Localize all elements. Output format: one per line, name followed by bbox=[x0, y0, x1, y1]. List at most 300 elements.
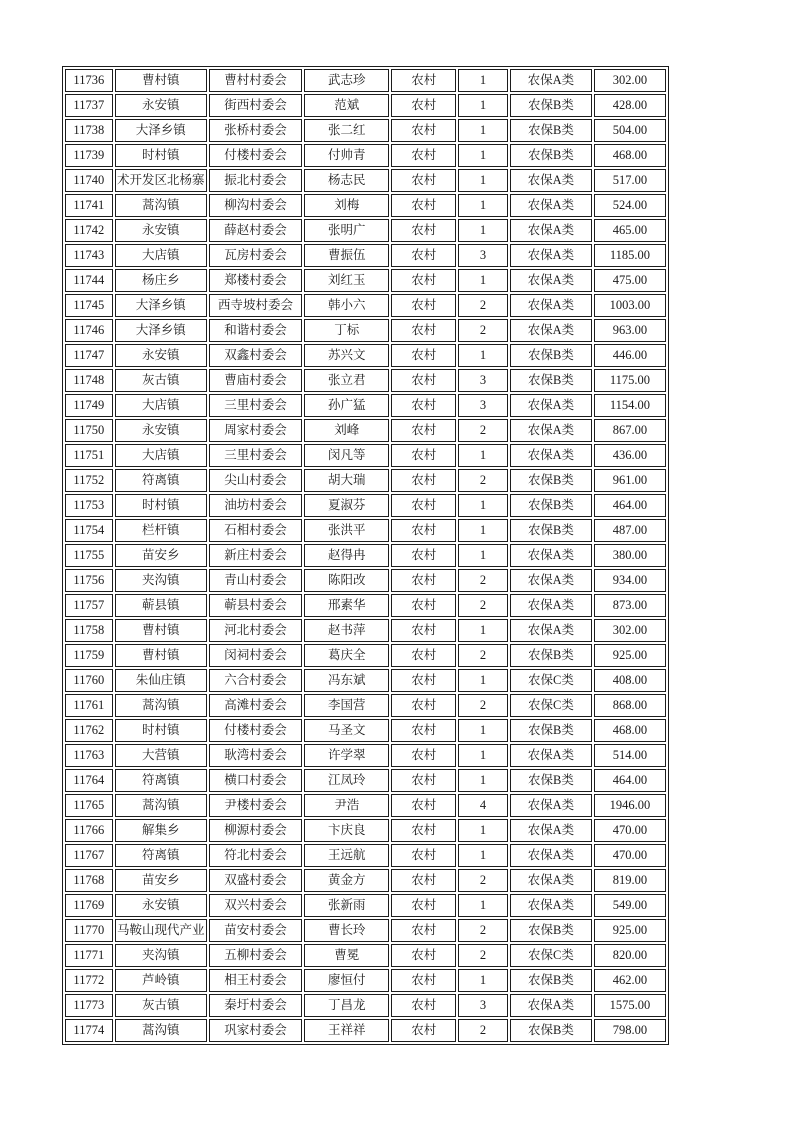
record-id-cell: 11744 bbox=[65, 269, 113, 292]
table-row bbox=[65, 69, 666, 92]
amount-cell: 798.00 bbox=[594, 1019, 666, 1042]
insurance-category-cell: 农保C类 bbox=[510, 669, 592, 692]
person-count-cell: 2 bbox=[458, 569, 508, 592]
amount-cell: 408.00 bbox=[594, 669, 666, 692]
table-row bbox=[65, 419, 666, 442]
village-committee-cell: 曹庙村委会 bbox=[209, 369, 302, 392]
insurance-category-cell: 农保A类 bbox=[510, 244, 592, 267]
insurance-category-cell: 农保A类 bbox=[510, 569, 592, 592]
village-committee-cell: 三里村委会 bbox=[209, 444, 302, 467]
insurance-category-cell: 农保C类 bbox=[510, 944, 592, 967]
residence-type-cell: 农村 bbox=[391, 994, 456, 1017]
village-committee-cell: 双兴村委会 bbox=[209, 894, 302, 917]
insurance-category-cell: 农保A类 bbox=[510, 219, 592, 242]
insurance-category-cell: 农保B类 bbox=[510, 469, 592, 492]
table-row bbox=[65, 544, 666, 567]
table-row bbox=[65, 894, 666, 917]
table-row bbox=[65, 344, 666, 367]
record-id-cell: 11757 bbox=[65, 594, 113, 617]
town-cell: 永安镇 bbox=[115, 419, 207, 442]
table-row bbox=[65, 619, 666, 642]
amount-cell: 524.00 bbox=[594, 194, 666, 217]
record-id-cell: 11758 bbox=[65, 619, 113, 642]
person-name-cell: 马圣文 bbox=[304, 719, 389, 742]
insurance-category-cell: 农保B类 bbox=[510, 94, 592, 117]
residence-type-cell: 农村 bbox=[391, 944, 456, 967]
residence-type-cell: 农村 bbox=[391, 219, 456, 242]
person-name-cell: 王祥祥 bbox=[304, 1019, 389, 1042]
person-count-cell: 2 bbox=[458, 944, 508, 967]
town-cell: 马鞍山现代产业 bbox=[115, 919, 207, 942]
person-name-cell: 张二红 bbox=[304, 119, 389, 142]
amount-cell: 380.00 bbox=[594, 544, 666, 567]
town-cell: 蒿沟镇 bbox=[115, 794, 207, 817]
amount-cell: 470.00 bbox=[594, 844, 666, 867]
town-cell: 大店镇 bbox=[115, 444, 207, 467]
person-name-cell: 王远航 bbox=[304, 844, 389, 867]
residence-type-cell: 农村 bbox=[391, 444, 456, 467]
table-row bbox=[65, 794, 666, 817]
residence-type-cell: 农村 bbox=[391, 369, 456, 392]
record-id-cell: 11765 bbox=[65, 794, 113, 817]
village-committee-cell: 瓦房村委会 bbox=[209, 244, 302, 267]
insurance-category-cell: 农保B类 bbox=[510, 769, 592, 792]
person-count-cell: 1 bbox=[458, 269, 508, 292]
insurance-category-cell: 农保A类 bbox=[510, 194, 592, 217]
person-name-cell: 曹长玲 bbox=[304, 919, 389, 942]
record-id-cell: 11768 bbox=[65, 869, 113, 892]
town-cell: 蕲县镇 bbox=[115, 594, 207, 617]
village-committee-cell: 秦圩村委会 bbox=[209, 994, 302, 1017]
residence-type-cell: 农村 bbox=[391, 69, 456, 92]
residence-type-cell: 农村 bbox=[391, 344, 456, 367]
insurance-category-cell: 农保A类 bbox=[510, 594, 592, 617]
record-id-cell: 11756 bbox=[65, 569, 113, 592]
amount-cell: 1003.00 bbox=[594, 294, 666, 317]
town-cell: 符离镇 bbox=[115, 844, 207, 867]
person-count-cell: 1 bbox=[458, 144, 508, 167]
insurance-category-cell: 农保A类 bbox=[510, 319, 592, 342]
table-row bbox=[65, 819, 666, 842]
residence-type-cell: 农村 bbox=[391, 969, 456, 992]
amount-cell: 468.00 bbox=[594, 719, 666, 742]
village-committee-cell: 振北村委会 bbox=[209, 169, 302, 192]
person-name-cell: 丁标 bbox=[304, 319, 389, 342]
table-row bbox=[65, 594, 666, 617]
table-row bbox=[65, 369, 666, 392]
village-committee-cell: 河北村委会 bbox=[209, 619, 302, 642]
person-name-cell: 黄金方 bbox=[304, 869, 389, 892]
village-committee-cell: 闵祠村委会 bbox=[209, 644, 302, 667]
residence-type-cell: 农村 bbox=[391, 269, 456, 292]
insurance-category-cell: 农保A类 bbox=[510, 619, 592, 642]
village-committee-cell: 薛赵村委会 bbox=[209, 219, 302, 242]
village-committee-cell: 街西村委会 bbox=[209, 94, 302, 117]
person-name-cell: 刘红玉 bbox=[304, 269, 389, 292]
record-id-cell: 11774 bbox=[65, 1019, 113, 1042]
village-committee-cell: 六合村委会 bbox=[209, 669, 302, 692]
residence-type-cell: 农村 bbox=[391, 919, 456, 942]
person-count-cell: 2 bbox=[458, 594, 508, 617]
person-count-cell: 2 bbox=[458, 469, 508, 492]
village-committee-cell: 周家村委会 bbox=[209, 419, 302, 442]
town-cell: 大营镇 bbox=[115, 744, 207, 767]
table-row bbox=[65, 944, 666, 967]
person-count-cell: 2 bbox=[458, 869, 508, 892]
town-cell: 永安镇 bbox=[115, 894, 207, 917]
table-row bbox=[65, 394, 666, 417]
village-committee-cell: 巩家村委会 bbox=[209, 1019, 302, 1042]
insurance-category-cell: 农保A类 bbox=[510, 269, 592, 292]
person-count-cell: 1 bbox=[458, 94, 508, 117]
insurance-category-cell: 农保A类 bbox=[510, 869, 592, 892]
amount-cell: 1175.00 bbox=[594, 369, 666, 392]
amount-cell: 475.00 bbox=[594, 269, 666, 292]
residence-type-cell: 农村 bbox=[391, 394, 456, 417]
village-committee-cell: 新庄村委会 bbox=[209, 544, 302, 567]
village-committee-cell: 和谐村委会 bbox=[209, 319, 302, 342]
person-count-cell: 1 bbox=[458, 844, 508, 867]
record-id-cell: 11751 bbox=[65, 444, 113, 467]
town-cell: 蒿沟镇 bbox=[115, 1019, 207, 1042]
amount-cell: 1154.00 bbox=[594, 394, 666, 417]
record-id-cell: 11748 bbox=[65, 369, 113, 392]
person-count-cell: 1 bbox=[458, 344, 508, 367]
town-cell: 苗安乡 bbox=[115, 869, 207, 892]
table-row bbox=[65, 469, 666, 492]
person-count-cell: 4 bbox=[458, 794, 508, 817]
amount-cell: 819.00 bbox=[594, 869, 666, 892]
town-cell: 时村镇 bbox=[115, 144, 207, 167]
person-count-cell: 1 bbox=[458, 119, 508, 142]
person-name-cell: 赵书萍 bbox=[304, 619, 389, 642]
table-row bbox=[65, 569, 666, 592]
village-committee-cell: 柳源村委会 bbox=[209, 819, 302, 842]
town-cell: 朱仙庄镇 bbox=[115, 669, 207, 692]
person-name-cell: 卞庆良 bbox=[304, 819, 389, 842]
record-id-cell: 11745 bbox=[65, 294, 113, 317]
record-id-cell: 11769 bbox=[65, 894, 113, 917]
record-id-cell: 11753 bbox=[65, 494, 113, 517]
records-table bbox=[62, 66, 669, 1045]
insurance-category-cell: 农保A类 bbox=[510, 294, 592, 317]
residence-type-cell: 农村 bbox=[391, 319, 456, 342]
person-count-cell: 3 bbox=[458, 369, 508, 392]
residence-type-cell: 农村 bbox=[391, 544, 456, 567]
record-id-cell: 11737 bbox=[65, 94, 113, 117]
town-cell: 曹村镇 bbox=[115, 644, 207, 667]
town-cell: 永安镇 bbox=[115, 94, 207, 117]
residence-type-cell: 农村 bbox=[391, 644, 456, 667]
residence-type-cell: 农村 bbox=[391, 519, 456, 542]
record-id-cell: 11764 bbox=[65, 769, 113, 792]
person-name-cell: 孙广猛 bbox=[304, 394, 389, 417]
table-row bbox=[65, 444, 666, 467]
town-cell: 时村镇 bbox=[115, 494, 207, 517]
person-name-cell: 张立君 bbox=[304, 369, 389, 392]
person-count-cell: 1 bbox=[458, 669, 508, 692]
town-cell: 大店镇 bbox=[115, 394, 207, 417]
residence-type-cell: 农村 bbox=[391, 119, 456, 142]
table-row bbox=[65, 744, 666, 767]
town-cell: 蒿沟镇 bbox=[115, 694, 207, 717]
insurance-category-cell: 农保B类 bbox=[510, 119, 592, 142]
residence-type-cell: 农村 bbox=[391, 194, 456, 217]
person-count-cell: 1 bbox=[458, 494, 508, 517]
residence-type-cell: 农村 bbox=[391, 869, 456, 892]
amount-cell: 302.00 bbox=[594, 69, 666, 92]
person-name-cell: 曹冕 bbox=[304, 944, 389, 967]
table-row bbox=[65, 669, 666, 692]
insurance-category-cell: 农保B类 bbox=[510, 144, 592, 167]
village-committee-cell: 尹楼村委会 bbox=[209, 794, 302, 817]
amount-cell: 468.00 bbox=[594, 144, 666, 167]
person-count-cell: 1 bbox=[458, 744, 508, 767]
record-id-cell: 11752 bbox=[65, 469, 113, 492]
person-count-cell: 2 bbox=[458, 294, 508, 317]
person-name-cell: 廖恒付 bbox=[304, 969, 389, 992]
person-name-cell: 许学翠 bbox=[304, 744, 389, 767]
amount-cell: 934.00 bbox=[594, 569, 666, 592]
record-id-cell: 11755 bbox=[65, 544, 113, 567]
record-id-cell: 11762 bbox=[65, 719, 113, 742]
person-name-cell: 冯东斌 bbox=[304, 669, 389, 692]
town-cell: 永安镇 bbox=[115, 219, 207, 242]
village-committee-cell: 青山村委会 bbox=[209, 569, 302, 592]
residence-type-cell: 农村 bbox=[391, 94, 456, 117]
person-count-cell: 3 bbox=[458, 244, 508, 267]
record-id-cell: 11739 bbox=[65, 144, 113, 167]
town-cell: 术开发区北杨寨 bbox=[115, 169, 207, 192]
village-committee-cell: 三里村委会 bbox=[209, 394, 302, 417]
town-cell: 符离镇 bbox=[115, 769, 207, 792]
record-id-cell: 11741 bbox=[65, 194, 113, 217]
town-cell: 夹沟镇 bbox=[115, 569, 207, 592]
record-id-cell: 11770 bbox=[65, 919, 113, 942]
town-cell: 大泽乡镇 bbox=[115, 294, 207, 317]
residence-type-cell: 农村 bbox=[391, 594, 456, 617]
table-row bbox=[65, 169, 666, 192]
insurance-category-cell: 农保A类 bbox=[510, 444, 592, 467]
insurance-category-cell: 农保A类 bbox=[510, 419, 592, 442]
amount-cell: 1575.00 bbox=[594, 994, 666, 1017]
residence-type-cell: 农村 bbox=[391, 669, 456, 692]
town-cell: 曹村镇 bbox=[115, 69, 207, 92]
amount-cell: 925.00 bbox=[594, 644, 666, 667]
residence-type-cell: 农村 bbox=[391, 419, 456, 442]
amount-cell: 504.00 bbox=[594, 119, 666, 142]
person-name-cell: 闵凡等 bbox=[304, 444, 389, 467]
person-count-cell: 2 bbox=[458, 644, 508, 667]
residence-type-cell: 农村 bbox=[391, 619, 456, 642]
record-id-cell: 11759 bbox=[65, 644, 113, 667]
town-cell: 夹沟镇 bbox=[115, 944, 207, 967]
town-cell: 蒿沟镇 bbox=[115, 194, 207, 217]
amount-cell: 549.00 bbox=[594, 894, 666, 917]
table-row bbox=[65, 269, 666, 292]
insurance-category-cell: 农保B类 bbox=[510, 1019, 592, 1042]
insurance-category-cell: 农保B类 bbox=[510, 919, 592, 942]
record-id-cell: 11773 bbox=[65, 994, 113, 1017]
amount-cell: 487.00 bbox=[594, 519, 666, 542]
amount-cell: 1185.00 bbox=[594, 244, 666, 267]
amount-cell: 470.00 bbox=[594, 819, 666, 842]
town-cell: 灰古镇 bbox=[115, 994, 207, 1017]
insurance-category-cell: 农保B类 bbox=[510, 344, 592, 367]
table-row bbox=[65, 219, 666, 242]
record-id-cell: 11772 bbox=[65, 969, 113, 992]
residence-type-cell: 农村 bbox=[391, 844, 456, 867]
amount-cell: 428.00 bbox=[594, 94, 666, 117]
record-id-cell: 11750 bbox=[65, 419, 113, 442]
insurance-category-cell: 农保A类 bbox=[510, 994, 592, 1017]
person-name-cell: 武志珍 bbox=[304, 69, 389, 92]
town-cell: 曹村镇 bbox=[115, 619, 207, 642]
village-committee-cell: 苗安村委会 bbox=[209, 919, 302, 942]
record-id-cell: 11767 bbox=[65, 844, 113, 867]
person-name-cell: 胡大瑞 bbox=[304, 469, 389, 492]
amount-cell: 514.00 bbox=[594, 744, 666, 767]
person-name-cell: 曹振伍 bbox=[304, 244, 389, 267]
amount-cell: 517.00 bbox=[594, 169, 666, 192]
village-committee-cell: 石相村委会 bbox=[209, 519, 302, 542]
village-committee-cell: 五柳村委会 bbox=[209, 944, 302, 967]
person-name-cell: 张新雨 bbox=[304, 894, 389, 917]
town-cell: 大店镇 bbox=[115, 244, 207, 267]
village-committee-cell: 付楼村委会 bbox=[209, 144, 302, 167]
records-table-grid bbox=[63, 67, 668, 1044]
insurance-category-cell: 农保B类 bbox=[510, 369, 592, 392]
table-row bbox=[65, 844, 666, 867]
person-name-cell: 张明广 bbox=[304, 219, 389, 242]
amount-cell: 302.00 bbox=[594, 619, 666, 642]
table-row bbox=[65, 319, 666, 342]
town-cell: 大泽乡镇 bbox=[115, 119, 207, 142]
residence-type-cell: 农村 bbox=[391, 769, 456, 792]
person-count-cell: 1 bbox=[458, 819, 508, 842]
town-cell: 时村镇 bbox=[115, 719, 207, 742]
insurance-category-cell: 农保B类 bbox=[510, 494, 592, 517]
village-committee-cell: 油坊村委会 bbox=[209, 494, 302, 517]
residence-type-cell: 农村 bbox=[391, 1019, 456, 1042]
record-id-cell: 11763 bbox=[65, 744, 113, 767]
insurance-category-cell: 农保A类 bbox=[510, 69, 592, 92]
person-name-cell: 邢素华 bbox=[304, 594, 389, 617]
insurance-category-cell: 农保A类 bbox=[510, 544, 592, 567]
amount-cell: 925.00 bbox=[594, 919, 666, 942]
person-count-cell: 1 bbox=[458, 894, 508, 917]
table-row bbox=[65, 144, 666, 167]
insurance-category-cell: 农保B类 bbox=[510, 644, 592, 667]
insurance-category-cell: 农保A类 bbox=[510, 844, 592, 867]
person-count-cell: 1 bbox=[458, 444, 508, 467]
table-row bbox=[65, 294, 666, 317]
table-row bbox=[65, 694, 666, 717]
person-count-cell: 1 bbox=[458, 619, 508, 642]
table-row bbox=[65, 244, 666, 267]
residence-type-cell: 农村 bbox=[391, 744, 456, 767]
amount-cell: 961.00 bbox=[594, 469, 666, 492]
person-name-cell: 陈阳改 bbox=[304, 569, 389, 592]
amount-cell: 464.00 bbox=[594, 494, 666, 517]
residence-type-cell: 农村 bbox=[391, 494, 456, 517]
residence-type-cell: 农村 bbox=[391, 794, 456, 817]
amount-cell: 1946.00 bbox=[594, 794, 666, 817]
person-count-cell: 1 bbox=[458, 969, 508, 992]
person-name-cell: 李国营 bbox=[304, 694, 389, 717]
insurance-category-cell: 农保A类 bbox=[510, 794, 592, 817]
town-cell: 永安镇 bbox=[115, 344, 207, 367]
record-id-cell: 11742 bbox=[65, 219, 113, 242]
record-id-cell: 11771 bbox=[65, 944, 113, 967]
person-count-cell: 2 bbox=[458, 319, 508, 342]
person-name-cell: 刘梅 bbox=[304, 194, 389, 217]
record-id-cell: 11736 bbox=[65, 69, 113, 92]
village-committee-cell: 付楼村委会 bbox=[209, 719, 302, 742]
table-row bbox=[65, 869, 666, 892]
village-committee-cell: 高滩村委会 bbox=[209, 694, 302, 717]
person-name-cell: 丁昌龙 bbox=[304, 994, 389, 1017]
amount-cell: 462.00 bbox=[594, 969, 666, 992]
person-count-cell: 1 bbox=[458, 519, 508, 542]
person-name-cell: 苏兴文 bbox=[304, 344, 389, 367]
table-row bbox=[65, 494, 666, 517]
person-name-cell: 尹浩 bbox=[304, 794, 389, 817]
record-id-cell: 11738 bbox=[65, 119, 113, 142]
amount-cell: 820.00 bbox=[594, 944, 666, 967]
town-cell: 灰古镇 bbox=[115, 369, 207, 392]
person-count-cell: 3 bbox=[458, 994, 508, 1017]
record-id-cell: 11746 bbox=[65, 319, 113, 342]
person-count-cell: 1 bbox=[458, 719, 508, 742]
table-row bbox=[65, 919, 666, 942]
insurance-category-cell: 农保A类 bbox=[510, 744, 592, 767]
amount-cell: 465.00 bbox=[594, 219, 666, 242]
table-row bbox=[65, 194, 666, 217]
village-committee-cell: 耿湾村委会 bbox=[209, 744, 302, 767]
amount-cell: 867.00 bbox=[594, 419, 666, 442]
insurance-category-cell: 农保A类 bbox=[510, 394, 592, 417]
village-committee-cell: 郑楼村委会 bbox=[209, 269, 302, 292]
record-id-cell: 11761 bbox=[65, 694, 113, 717]
record-id-cell: 11747 bbox=[65, 344, 113, 367]
person-name-cell: 江凤玲 bbox=[304, 769, 389, 792]
village-committee-cell: 张桥村委会 bbox=[209, 119, 302, 142]
person-count-cell: 2 bbox=[458, 694, 508, 717]
person-count-cell: 1 bbox=[458, 169, 508, 192]
town-cell: 芦岭镇 bbox=[115, 969, 207, 992]
insurance-category-cell: 农保A类 bbox=[510, 819, 592, 842]
village-committee-cell: 蕲县村委会 bbox=[209, 594, 302, 617]
town-cell: 大泽乡镇 bbox=[115, 319, 207, 342]
table-row bbox=[65, 519, 666, 542]
residence-type-cell: 农村 bbox=[391, 244, 456, 267]
table-row bbox=[65, 119, 666, 142]
town-cell: 解集乡 bbox=[115, 819, 207, 842]
town-cell: 栏杆镇 bbox=[115, 519, 207, 542]
person-count-cell: 2 bbox=[458, 919, 508, 942]
residence-type-cell: 农村 bbox=[391, 819, 456, 842]
village-committee-cell: 曹村村委会 bbox=[209, 69, 302, 92]
residence-type-cell: 农村 bbox=[391, 569, 456, 592]
village-committee-cell: 双盛村委会 bbox=[209, 869, 302, 892]
village-committee-cell: 符北村委会 bbox=[209, 844, 302, 867]
amount-cell: 963.00 bbox=[594, 319, 666, 342]
record-id-cell: 11754 bbox=[65, 519, 113, 542]
residence-type-cell: 农村 bbox=[391, 169, 456, 192]
person-count-cell: 1 bbox=[458, 769, 508, 792]
table-body bbox=[65, 69, 666, 1042]
